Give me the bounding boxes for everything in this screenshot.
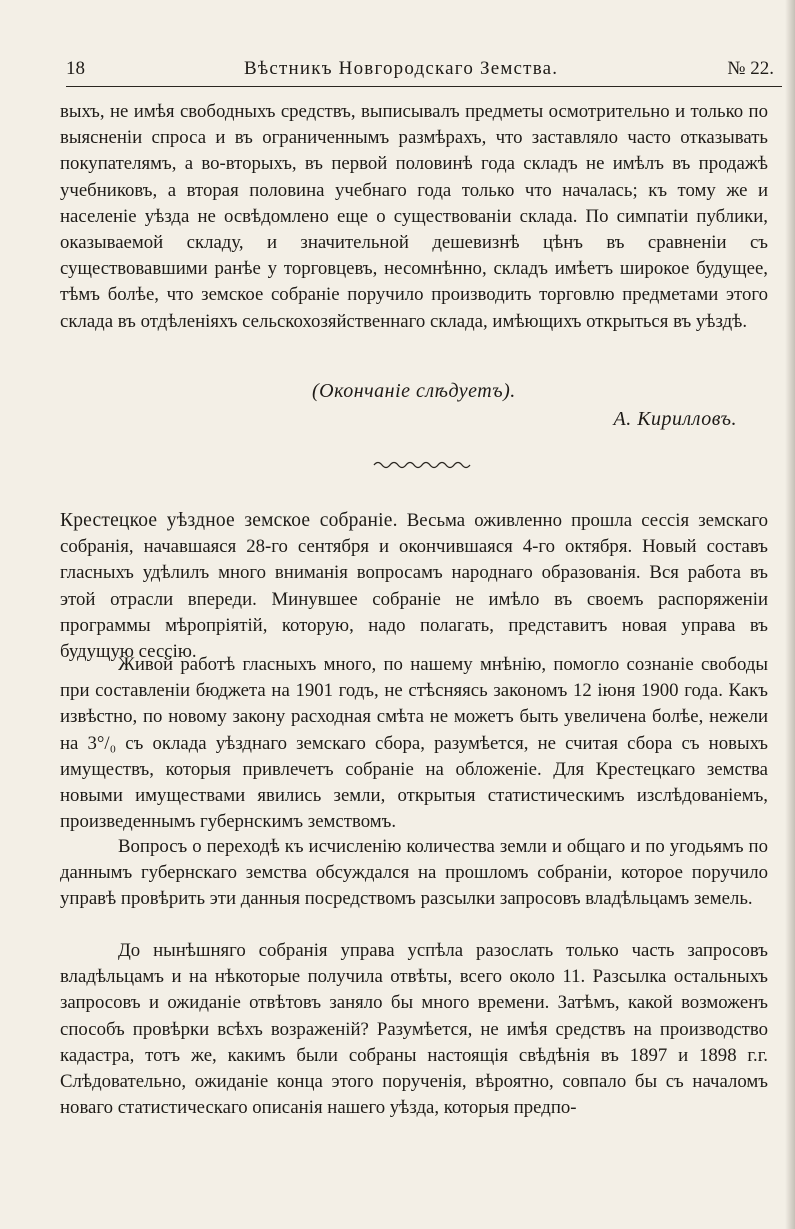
article-body-2 <box>60 652 768 835</box>
intro-paragraph <box>60 508 768 665</box>
section-divider <box>372 458 472 472</box>
journal-title: Вѣстникъ Новгородскаго Земства. <box>244 58 559 79</box>
article-headline: Крестецкое уѣздное земское собраніе. <box>60 510 398 531</box>
running-header <box>66 56 782 87</box>
article-intro <box>60 508 768 665</box>
paragraph-1-text: Весьма оживленно прошла сессія земскаго собранія, начавшаяся 28-го сентября и окончившаяся 4-го октября. Новый составъ гласныхъ удѣлилъ много вниманія вопросамъ народнаго образованія. Вся работа въ этой отрасли впереди. Минувшее собраніе не имѣло въ своемъ распоряженіи программы мѣропріятій, которую, надо полагать, представитъ новая управа въ будущую сессію. <box>60 510 769 663</box>
author-signature: А. Кирилловъ. <box>613 408 737 430</box>
page-number: 18 <box>66 58 85 79</box>
paragraph-3: Вопросъ о переходѣ къ исчисленію количества земли и общаго и по угодьямъ по даннымъ губернскаго земства обсуждался на прошломъ собраніи, которое поручило управѣ провѣрить эти данныя посредствомъ разсылки запросовъ владѣльцамъ земель. <box>60 836 768 910</box>
paragraph-4: До нынѣшняго собранія управа успѣла разослать только часть запросовъ владѣльцамъ и на нѣкоторые получила отвѣты, всего около 11. Разсылка остальныхъ запросовъ и ожиданіе отвѣтовъ заняло бы много времени. Затѣмъ, какой возможенъ способъ провѣрки всѣхъ возраженій? Разумѣется, не имѣя средствъ на производство кадастра, тотъ же, какимъ были собраны настоящія свѣдѣнія въ 1897 и 1898 г.г. Слѣдовательно, ожиданіе конца этого порученія, вѣроятно, совпало бы съ началомъ новаго статистическаго описанія нашего уѣзда, которыя предпо- <box>60 940 768 1119</box>
ending-note: (Окончаніе слѣдуетъ). <box>312 380 516 402</box>
article-body-3 <box>60 834 768 913</box>
paragraph-2: Живой работѣ гласныхъ много, по нашему мнѣнію, помогло сознаніе свободы при составленіи бюджета на 1901 годъ, не стѣсняясь закономъ 12 іюня 1900 года. Какъ извѣстно, по новому закону расходная смѣта не можетъ быть увеличена болѣе, нежели на 3°/₀ съ оклада уѣзднаго земскаго сбора, разумѣется, не считая сбора съ новыхъ имуществъ, которыя привлечетъ собраніе на обложеніе. Для Крестецкаго земства новыми имуществами явились земли, открытыя статистическимъ изслѣдованіемъ, произведеннымъ губернскимъ земствомъ. <box>60 654 768 833</box>
article-body-4 <box>60 938 768 1121</box>
continued-article <box>60 99 768 335</box>
page-edge-shadow <box>785 0 795 1229</box>
issue-number: № 22. <box>727 58 774 79</box>
continued-paragraph: выхъ, не имѣя свободныхъ средствъ, выписывалъ предметы осмотрительно и только по выясненіи спроса и въ ограниченнымъ размѣрахъ, что заставляло часто отказывать покупателямъ, а во-вторыхъ, въ первой половинѣ года складъ не имѣлъ въ продажѣ учебниковъ, а вторая половина учебнаго года только что началась; къ тому же и населеніе уѣзда не освѣдомлено еще о существованіи склада. По симпатіи публики, оказываемой складу, и значительной дешевизнѣ цѣнъ въ сравненіи съ существовавшими ранѣе у торговцевъ, несомнѣнно, складъ имѣетъ широкое будущее, тѣмъ болѣе, что земское собраніе поручило производить торговлю предметами этого склада въ отдѣленіяхъ сельскохозяйственнаго склада, имѣющихъ открыться въ уѣздѣ. <box>60 101 768 332</box>
